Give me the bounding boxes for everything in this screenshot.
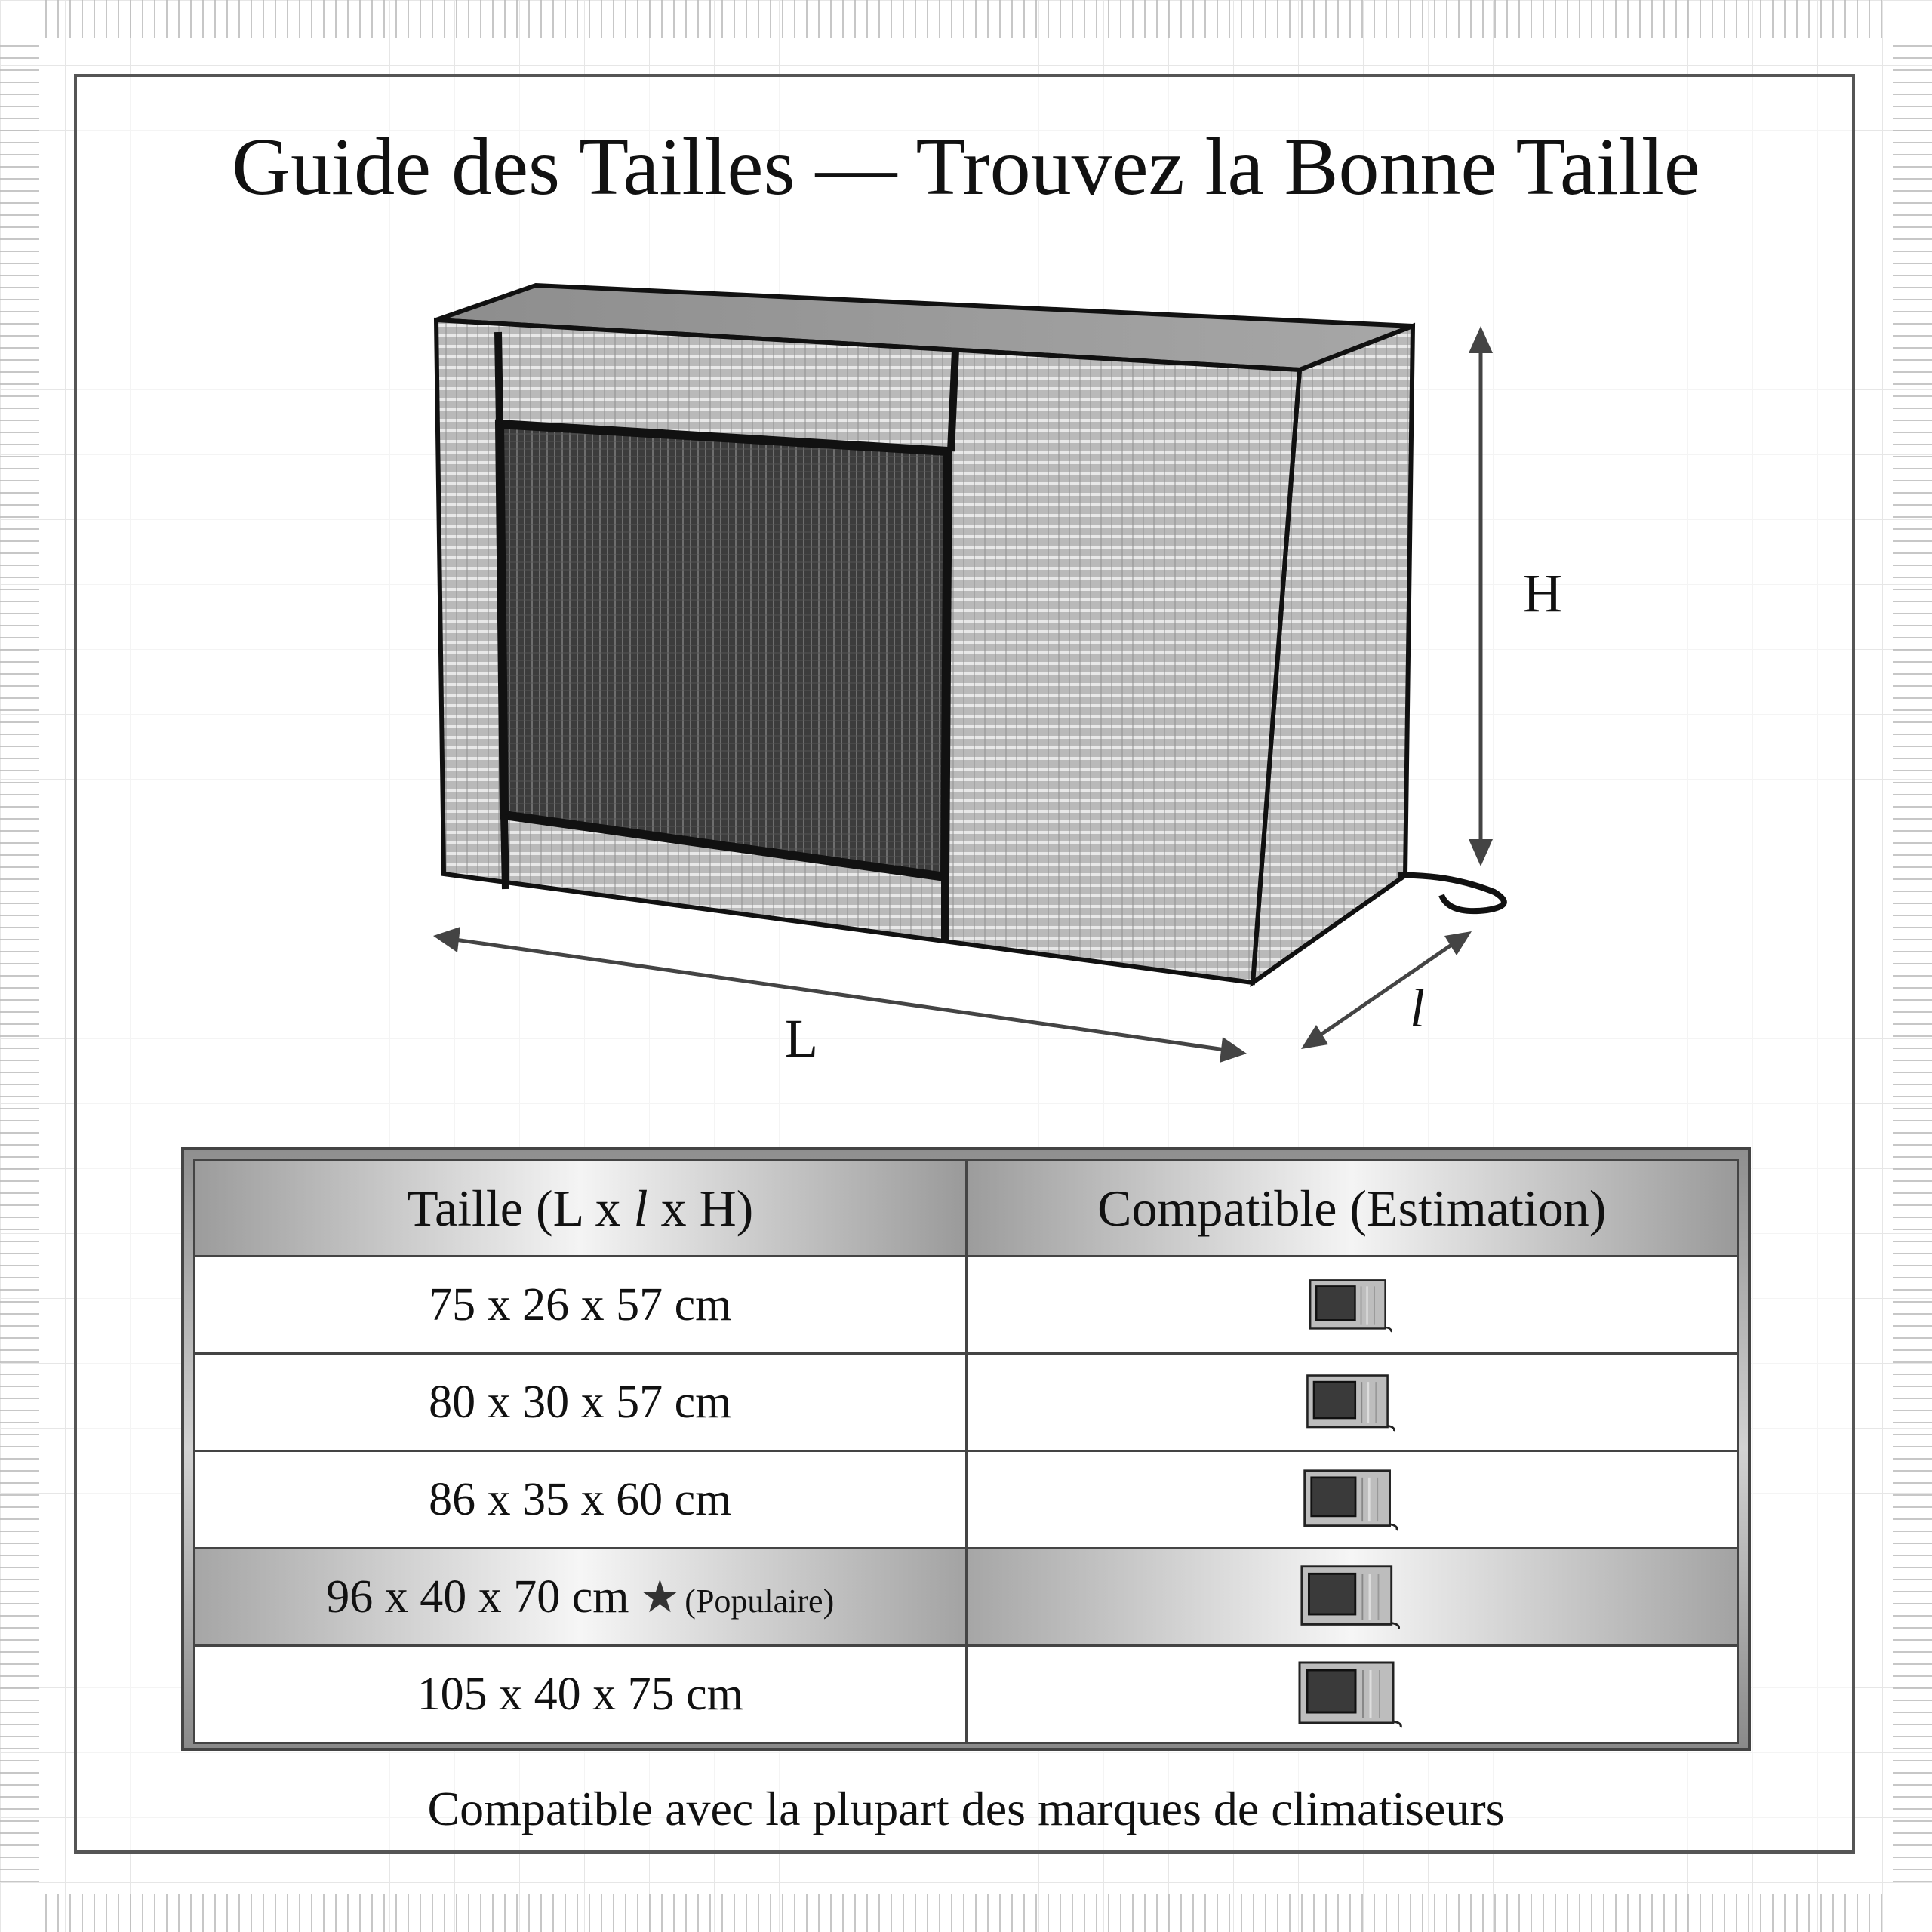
compatible-cell	[966, 1451, 1738, 1549]
compatible-cell	[966, 1257, 1738, 1354]
length-label: L	[785, 1008, 818, 1069]
star-icon: ★	[639, 1571, 681, 1622]
ruler-ticks-bottom	[45, 1894, 1887, 1932]
cover-mesh-window	[500, 424, 948, 877]
height-dimension-arrow	[1469, 326, 1493, 866]
width-label: l	[1410, 978, 1426, 1038]
table-row	[195, 1354, 1738, 1451]
size-cell	[195, 1549, 967, 1646]
compatible-cell	[966, 1354, 1738, 1451]
size-value: 75 x 26 x 57 cm	[429, 1278, 732, 1331]
size-cell	[195, 1257, 967, 1354]
ac-unit-cover-icon	[1299, 1562, 1404, 1632]
ruler-ticks-right	[1893, 45, 1932, 1887]
size-value: 86 x 35 x 60 cm	[429, 1473, 732, 1525]
page-title: Guide des Tailles — Trouvez la Bonne Taille	[232, 122, 1700, 212]
size-cell	[195, 1354, 967, 1451]
drawstring-loop	[1398, 875, 1504, 911]
ac-unit-cover-icon	[1302, 1466, 1402, 1533]
ac-cover-diagram	[377, 257, 1585, 1087]
height-label: H	[1523, 563, 1562, 623]
size-table	[193, 1159, 1739, 1744]
size-table-frame	[181, 1147, 1751, 1751]
ac-unit-cover-icon	[1305, 1371, 1399, 1434]
compatible-cell	[966, 1549, 1738, 1646]
size-value: 96 x 40 x 70 cm	[326, 1571, 629, 1623]
ac-unit-cover-icon	[1308, 1276, 1396, 1335]
size-column-header: Taille (L x l x H)	[195, 1161, 967, 1257]
size-cell	[195, 1646, 967, 1743]
compatible-column-header: Compatible (Estimation)	[966, 1161, 1738, 1257]
width-dimension-arrow	[1301, 931, 1472, 1049]
size-value: 105 x 40 x 75 cm	[417, 1668, 743, 1720]
size-value: 80 x 30 x 57 cm	[429, 1376, 732, 1428]
ruler-ticks-top	[45, 0, 1887, 38]
table-row	[195, 1646, 1738, 1743]
table-row	[195, 1549, 1738, 1646]
popular-note: (Populaire)	[685, 1582, 835, 1620]
table-row	[195, 1257, 1738, 1354]
table-row	[195, 1451, 1738, 1549]
size-cell	[195, 1451, 967, 1549]
ruler-ticks-left	[0, 45, 39, 1887]
ac-unit-cover-icon	[1297, 1658, 1407, 1730]
compatible-cell	[966, 1646, 1738, 1743]
compatibility-footer: Compatible avec la plupart des marques de climatiseurs	[427, 1782, 1505, 1835]
